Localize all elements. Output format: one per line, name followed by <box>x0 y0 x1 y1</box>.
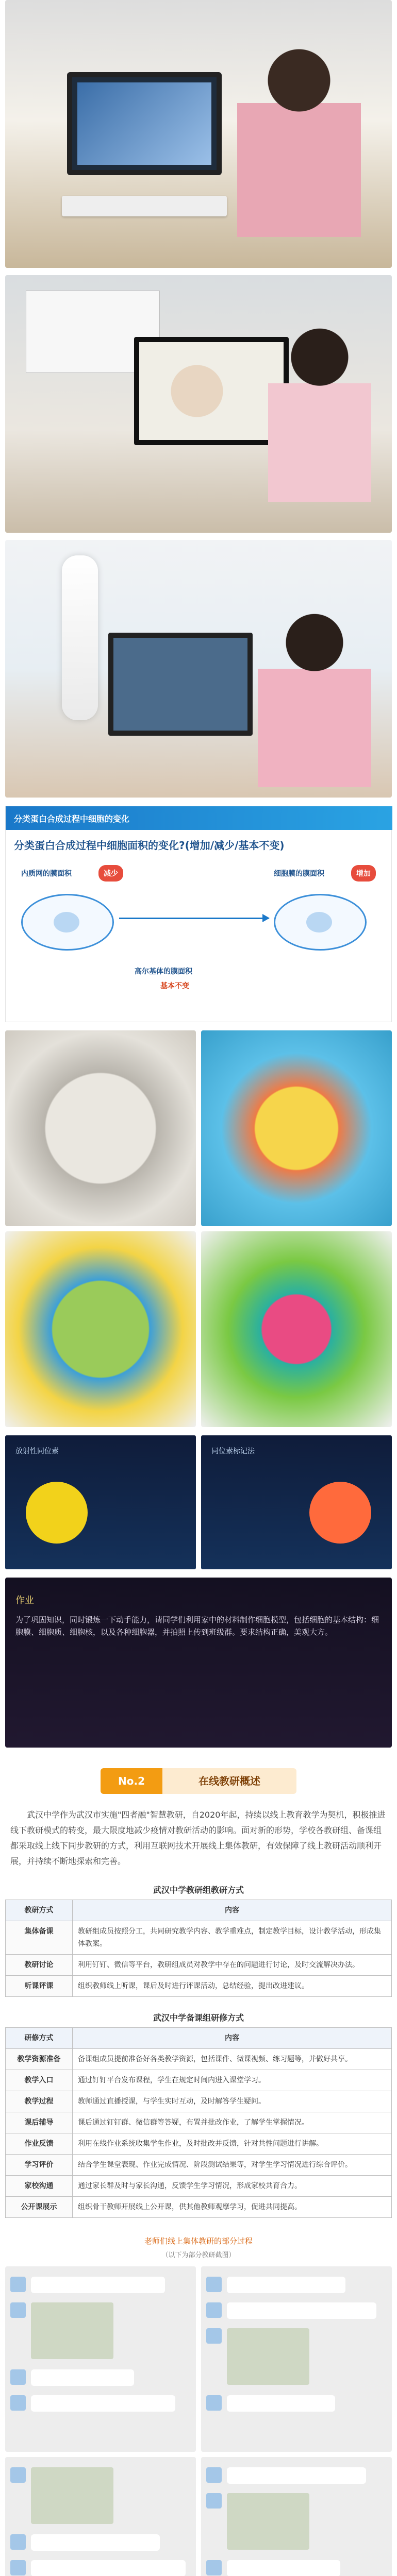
table-cell-value: 利用在线作业系统收集学生作业，及时批改并反馈，针对共性问题进行讲解。 <box>73 2133 392 2155</box>
section-title: 在线教研概述 <box>162 1768 296 1794</box>
chat-bubble <box>31 2277 165 2293</box>
avatar <box>10 2467 26 2483</box>
chat-image <box>227 2328 309 2385</box>
slide-middle-tag: 基本不变 <box>160 982 189 990</box>
screenshots-caption: 老师们线上集体教研的部分过程 <box>144 2236 253 2246</box>
chat-bubble <box>227 2395 335 2412</box>
cell-model-photo <box>5 1231 196 1427</box>
photo-student-desk <box>5 0 392 268</box>
avatar <box>206 2493 222 2509</box>
homework-body: 为了巩固知识，同时锻炼一下动手能力，请同学们利用家中的材料制作细胞模型，包括细胞的基本结构：细胞膜、细胞质、细胞核，以及各种细胞器，并拍照上传到班级群。要求结构正确，美观大方。 <box>15 1615 379 1637</box>
slide-isotope <box>5 1435 196 1569</box>
lesson-slide <box>5 806 392 1022</box>
avatar <box>10 2534 26 2550</box>
table-cell-value: 利用钉钉、微信等平台，教研组成员对教学中存在的问题进行讨论，及时交流解决办法。 <box>73 1955 392 1976</box>
table-cell-key: 教学过程 <box>6 2091 73 2112</box>
photo-student-online-class <box>5 275 392 533</box>
table-row <box>6 2070 392 2091</box>
chat-screenshots <box>5 2266 392 2576</box>
student-figure <box>258 602 371 787</box>
monitor <box>67 72 222 175</box>
table-cell-key: 集体备课 <box>6 1921 73 1955</box>
chat-bubble <box>31 2369 134 2386</box>
table-header: 内容 <box>73 2028 392 2049</box>
chat-bubble <box>227 2560 340 2576</box>
cell-model-photo <box>5 1030 196 1226</box>
chat-screenshot <box>201 2457 392 2576</box>
table-row <box>6 2176 392 2197</box>
slide-labeling-title: 同位素标记法 <box>211 1447 255 1455</box>
intro-paragraph: 武汉中学作为武汉市实施"四者融"智慧教研，自2020年起，持续以线上教育教学为契机，积极推进线下教研模式的转变，最大限度地减少疫情对教研活动的影响。面对新的形势，学校各教研组、备课组都采取线上线下同步教研的方式，利用互联网技术开展线上集体教研，有效保障了线上教研活动顺利开展，并持续不断地探索和完善。 <box>10 1810 386 1866</box>
chat-screenshot <box>5 2457 196 2576</box>
cell-diagram-right <box>274 894 367 951</box>
cell-model-photo <box>201 1030 392 1226</box>
chat-bubble <box>31 2534 160 2551</box>
table-cell-key: 作业反馈 <box>6 2133 73 2155</box>
slide-left-tag: 减少 <box>98 865 123 882</box>
table-cell-key: 学习评价 <box>6 2155 73 2176</box>
table-row <box>6 2091 392 2112</box>
avatar <box>206 2328 222 2344</box>
avatar <box>206 2560 222 2575</box>
keyboard <box>62 196 227 216</box>
avatar <box>206 2302 222 2318</box>
chat-screenshot <box>5 2266 196 2452</box>
monitor <box>108 633 253 736</box>
table-cell-key: 公开课展示 <box>6 2197 73 2218</box>
table2-title: 武汉中学备课组研修方式 <box>153 2013 244 2023</box>
chat-bubble <box>31 2560 186 2576</box>
table-cell-value: 组织骨干教师开展线上公开课，供其他教师观摩学习，促进共同提高。 <box>73 2197 392 2218</box>
slide-arrow <box>119 918 269 919</box>
cell-model-photos <box>5 1030 392 1427</box>
table-cell-key: 家校沟通 <box>6 2176 73 2197</box>
table-header: 内容 <box>73 1900 392 1921</box>
lesson-slides-pair <box>5 1435 392 1569</box>
table-cell-key: 听课评课 <box>6 1976 73 1997</box>
slide-subtitle: 分类蛋白合成过程中细胞面积的变化?(增加/减少/基本不变) <box>14 839 285 852</box>
table-header: 教研方式 <box>6 1900 73 1921</box>
avatar <box>10 2277 26 2292</box>
slide-isotope-title: 放射性同位素 <box>15 1447 59 1455</box>
chat-bubble <box>227 2302 376 2319</box>
slide-left-label: 内质网的膜面积 <box>21 870 72 878</box>
slide-middle-label: 高尔基体的膜面积 <box>135 968 192 976</box>
homework-slide <box>5 1578 392 1748</box>
table-cell-value: 通过钉钉平台发布课程，学生在规定时间内进入课堂学习。 <box>73 2070 392 2091</box>
table-cell-key: 教研讨论 <box>6 1955 73 1976</box>
table-cell-value: 教师通过直播授课，与学生实时互动，及时解答学生疑问。 <box>73 2091 392 2112</box>
table1-title: 武汉中学教研组教研方式 <box>153 1885 244 1895</box>
cell-model-photo <box>201 1231 392 1427</box>
student-figure <box>237 41 361 237</box>
slide-labeling <box>201 1435 392 1569</box>
table-cell-value: 结合学生课堂表现、作业完成情况、阶段测试结果等，对学生学习情况进行综合评价。 <box>73 2155 392 2176</box>
chat-image <box>31 2467 113 2524</box>
desk-lamp <box>62 555 98 720</box>
avatar <box>206 2395 222 2411</box>
table-row <box>6 1955 392 1976</box>
avatar <box>10 2302 26 2318</box>
table-cell-key: 课后辅导 <box>6 2112 73 2133</box>
student-figure <box>268 316 371 502</box>
avatar <box>10 2560 26 2575</box>
section-number: No.2 <box>101 1768 162 1794</box>
homework-title: 作业 <box>15 1595 34 1606</box>
chat-image <box>31 2302 113 2359</box>
slide-right-tag: 增加 <box>351 865 376 882</box>
table-row <box>6 2112 392 2133</box>
slide-band-title: 分类蛋白合成过程中细胞的变化 <box>14 814 130 824</box>
photo-student-lamp <box>5 540 392 798</box>
avatar <box>10 2395 26 2411</box>
chat-bubble <box>31 2395 175 2412</box>
table-cell-value: 备课组成员提前准备好各类教学资源，包括课件、微课视频、练习题等，并做好共享。 <box>73 2049 392 2070</box>
table-row <box>6 2049 392 2070</box>
table-cell-value: 组织教师线上听课，课后及时进行评课活动，总结经验，提出改进建议。 <box>73 1976 392 1997</box>
table-row <box>6 2155 392 2176</box>
avatar <box>206 2277 222 2292</box>
chat-screenshot <box>201 2266 392 2452</box>
chat-bubble <box>227 2467 366 2484</box>
table-cell-value: 课后通过钉钉群、微信群等答疑，布置并批改作业，了解学生掌握情况。 <box>73 2112 392 2133</box>
avatar <box>206 2467 222 2483</box>
table-header: 研修方式 <box>6 2028 73 2049</box>
table-cell-value: 教研组成员按照分工，共同研究教学内容、教学重难点，制定教学目标，设计教学活动，形成集体教案。 <box>73 1921 392 1955</box>
monitor <box>134 337 289 445</box>
screenshots-subcaption: （以下为部分教研截图） <box>161 2251 236 2259</box>
slide-right-label: 细胞膜的膜面积 <box>274 870 324 878</box>
table-cell-key: 教学资源准备 <box>6 2049 73 2070</box>
table-row <box>6 1921 392 1955</box>
avatar <box>10 2369 26 2385</box>
table-cell-key: 教学入口 <box>6 2070 73 2091</box>
atom-icon <box>309 1482 371 1544</box>
cell-diagram-left <box>21 894 114 951</box>
table-prep-group <box>5 2027 392 2218</box>
table-cell-value: 通过家长群及时与家长沟通，反馈学生学习情况，形成家校共育合力。 <box>73 2176 392 2197</box>
table-row <box>6 2133 392 2155</box>
table-row <box>6 1976 392 1997</box>
chat-image <box>227 2493 309 2550</box>
radiation-icon <box>26 1482 88 1544</box>
table-teaching-group <box>5 1900 392 1997</box>
table-row <box>6 2197 392 2218</box>
chat-bubble <box>227 2277 345 2293</box>
section-header <box>101 1768 296 1794</box>
